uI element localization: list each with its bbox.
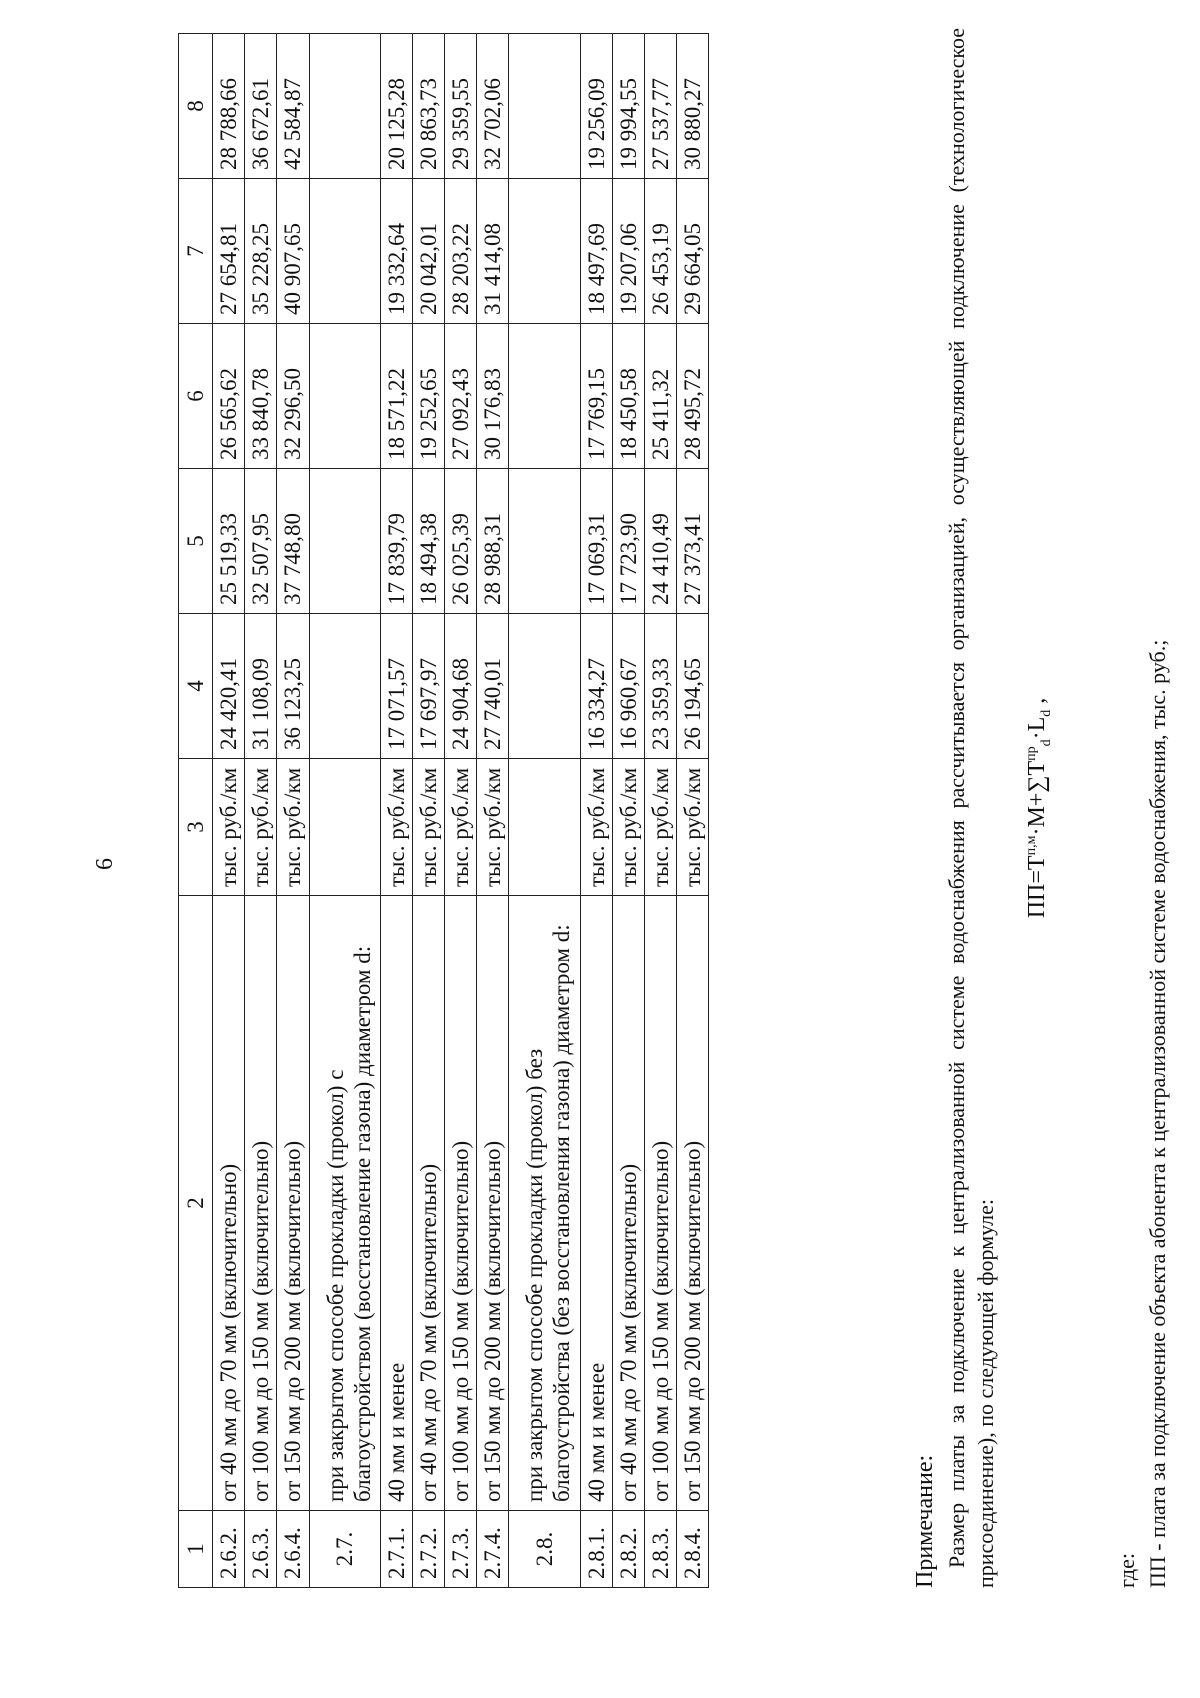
table-row (445, 34, 477, 1588)
header-cell: 7 (179, 179, 213, 324)
notes-heading: Примечание: (912, 1454, 938, 1588)
value-cell: 19 332,64 (380, 179, 412, 324)
notes-section (910, 28, 1172, 1588)
row-unit: тыс. руб./км (676, 759, 708, 896)
row-description: 40 мм и менее (580, 896, 612, 1511)
table-group-row (309, 34, 380, 1588)
row-description: при закрытом способе прокладки (прокол) без благоустройства (без восстановления газона) диаметром d: (509, 896, 580, 1511)
header-cell: 3 (179, 759, 213, 896)
value-cell (509, 614, 580, 759)
value-cell: 36 123,25 (277, 614, 309, 759)
value-cell: 17 723,90 (612, 469, 644, 614)
row-description: от 100 мм до 150 мм (включительно) (644, 896, 676, 1511)
formula-m: ·М+ (1023, 792, 1050, 836)
table-row (245, 34, 277, 1588)
value-cell: 32 507,95 (245, 469, 277, 614)
row-unit: тыс. руб./км (277, 759, 309, 896)
row-number: 2.6.2. (213, 1511, 245, 1588)
value-cell: 19 256,09 (580, 34, 612, 179)
value-cell: 17 769,15 (580, 324, 612, 469)
value-cell: 25 411,32 (644, 324, 676, 469)
row-number: 2.7.2. (412, 1511, 444, 1588)
row-description: при закрытом способе прокладки (прокол) с благоустройством (восстановление газона) диаметром d: (309, 896, 380, 1511)
value-cell (309, 469, 380, 614)
value-cell: 27 092,43 (445, 324, 477, 469)
value-cell: 30 880,27 (676, 34, 708, 179)
row-number: 2.8.4. (676, 1511, 708, 1588)
table-row (580, 34, 612, 1588)
value-cell: 32 296,50 (277, 324, 309, 469)
value-cell: 36 672,61 (245, 34, 277, 179)
table-row (644, 34, 676, 1588)
row-description: от 100 мм до 150 мм (включительно) (245, 896, 277, 1511)
value-cell: 27 537,77 (644, 34, 676, 179)
formula-lhs: ПП (1023, 883, 1050, 919)
row-unit: тыс. руб./км (612, 759, 644, 896)
page-number: 6 (92, 858, 118, 870)
value-cell (509, 179, 580, 324)
value-cell: 31 108,09 (245, 614, 277, 759)
row-number: 2.8. (509, 1511, 580, 1588)
value-cell: 16 960,67 (612, 614, 644, 759)
row-number: 2.6.4. (277, 1511, 309, 1588)
formula-l-subscript: d (1038, 709, 1054, 717)
value-cell: 24 410,49 (644, 469, 676, 614)
notes-paragraph: Размер платы за подключение к централизованной системе водоснабжения рассчитывается организацией, осуществляющей подключение (технологическое присоединение), по следующей формуле: (943, 28, 998, 1588)
value-cell: 37 748,80 (277, 469, 309, 614)
value-cell: 20 125,28 (380, 34, 412, 179)
value-cell (309, 179, 380, 324)
formula-equals: = (1023, 870, 1050, 884)
row-unit: тыс. руб./км (412, 759, 444, 896)
value-cell: 20 042,01 (412, 179, 444, 324)
formula-td-superscript: пр (1023, 746, 1039, 761)
value-cell: 19 994,55 (612, 34, 644, 179)
value-cell: 18 494,38 (412, 469, 444, 614)
row-number: 2.8.1. (580, 1511, 612, 1588)
table-row (380, 34, 412, 1588)
value-cell: 28 788,66 (213, 34, 245, 179)
value-cell: 25 519,33 (213, 469, 245, 614)
header-cell: 5 (179, 469, 213, 614)
value-cell: 19 207,06 (612, 179, 644, 324)
row-description: от 40 мм до 70 мм (включительно) (612, 896, 644, 1511)
value-cell: 24 904,68 (445, 614, 477, 759)
formula-t: Т (1023, 855, 1050, 871)
row-unit: тыс. руб./км (477, 759, 509, 896)
row-number: 2.6.3. (245, 1511, 277, 1588)
value-cell: 27 740,01 (477, 614, 509, 759)
row-number: 2.7. (309, 1511, 380, 1588)
header-cell: 8 (179, 34, 213, 179)
value-cell: 35 228,25 (245, 179, 277, 324)
formula-td: Т (1023, 760, 1050, 776)
row-unit: тыс. руб./км (245, 759, 277, 896)
header-cell: 4 (179, 614, 213, 759)
value-cell: 17 697,97 (412, 614, 444, 759)
table-row (676, 34, 708, 1588)
row-unit (309, 759, 380, 896)
value-cell (509, 34, 580, 179)
row-number: 2.7.3. (445, 1511, 477, 1588)
row-description: от 100 мм до 150 мм (включительно) (445, 896, 477, 1511)
value-cell: 16 334,27 (580, 614, 612, 759)
row-description: от 40 мм до 70 мм (включительно) (412, 896, 444, 1511)
value-cell: 18 450,58 (612, 324, 644, 469)
value-cell: 33 840,78 (245, 324, 277, 469)
row-description: от 150 мм до 200 мм (включительно) (676, 896, 708, 1511)
value-cell: 29 664,05 (676, 179, 708, 324)
table-row (412, 34, 444, 1588)
value-cell: 28 203,22 (445, 179, 477, 324)
header-cell: 6 (179, 324, 213, 469)
row-unit (509, 759, 580, 896)
value-cell: 17 071,57 (380, 614, 412, 759)
tariff-table (178, 33, 709, 1588)
value-cell: 17 069,31 (580, 469, 612, 614)
row-unit: тыс. руб./км (445, 759, 477, 896)
formula-td-subscript: d (1038, 739, 1054, 747)
definition-line: ПП - плата за подключение объекта абонента к централизованной системе водоснабжения, тыс. руб.; (1145, 639, 1171, 1588)
value-cell: 27 654,81 (213, 179, 245, 324)
value-cell: 26 453,19 (644, 179, 676, 324)
value-cell: 26 565,62 (213, 324, 245, 469)
value-cell: 19 252,65 (412, 324, 444, 469)
row-number: 2.8.3. (644, 1511, 676, 1588)
value-cell (509, 324, 580, 469)
formula-end: , (1023, 697, 1050, 710)
value-cell (309, 34, 380, 179)
value-cell: 18 571,22 (380, 324, 412, 469)
value-cell: 28 988,31 (477, 469, 509, 614)
row-unit: тыс. руб./км (644, 759, 676, 896)
row-unit: тыс. руб./км (380, 759, 412, 896)
formula-sum-sign: ∑ (1023, 775, 1050, 793)
value-cell: 26 194,65 (676, 614, 708, 759)
header-cell: 1 (179, 1511, 213, 1588)
row-number: 2.7.4. (477, 1511, 509, 1588)
row-unit: тыс. руб./км (580, 759, 612, 896)
value-cell: 31 414,08 (477, 179, 509, 324)
value-cell: 32 702,06 (477, 34, 509, 179)
table-group-row (509, 34, 580, 1588)
value-cell: 29 359,55 (445, 34, 477, 179)
row-description: 40 мм и менее (380, 896, 412, 1511)
value-cell: 23 359,33 (644, 614, 676, 759)
row-unit: тыс. руб./км (213, 759, 245, 896)
value-cell: 24 420,41 (213, 614, 245, 759)
formula-t-superscript: п,м (1023, 835, 1039, 856)
value-cell: 30 176,83 (477, 324, 509, 469)
value-cell (309, 324, 380, 469)
row-number: 2.7.1. (380, 1511, 412, 1588)
where-label: где: (1114, 1553, 1139, 1588)
table-row (213, 34, 245, 1588)
value-cell (309, 614, 380, 759)
table-row (477, 34, 509, 1588)
value-cell: 42 584,87 (277, 34, 309, 179)
row-number: 2.8.2. (612, 1511, 644, 1588)
row-description: от 40 мм до 70 мм (включительно) (213, 896, 245, 1511)
value-cell: 27 373,41 (676, 469, 708, 614)
value-cell (509, 469, 580, 614)
formula-l: ·L (1023, 716, 1050, 740)
table-header-row (179, 34, 213, 1588)
value-cell: 40 907,65 (277, 179, 309, 324)
value-cell: 28 495,72 (676, 324, 708, 469)
value-cell: 26 025,39 (445, 469, 477, 614)
row-description: от 150 мм до 200 мм (включительно) (477, 896, 509, 1511)
connection-fee-formula (1022, 28, 1056, 1588)
header-cell: 2 (179, 896, 213, 1511)
value-cell: 17 839,79 (380, 469, 412, 614)
table-row (277, 34, 309, 1588)
value-cell: 18 497,69 (580, 179, 612, 324)
value-cell: 20 863,73 (412, 34, 444, 179)
row-description: от 150 мм до 200 мм (включительно) (277, 896, 309, 1511)
table-row (612, 34, 644, 1588)
